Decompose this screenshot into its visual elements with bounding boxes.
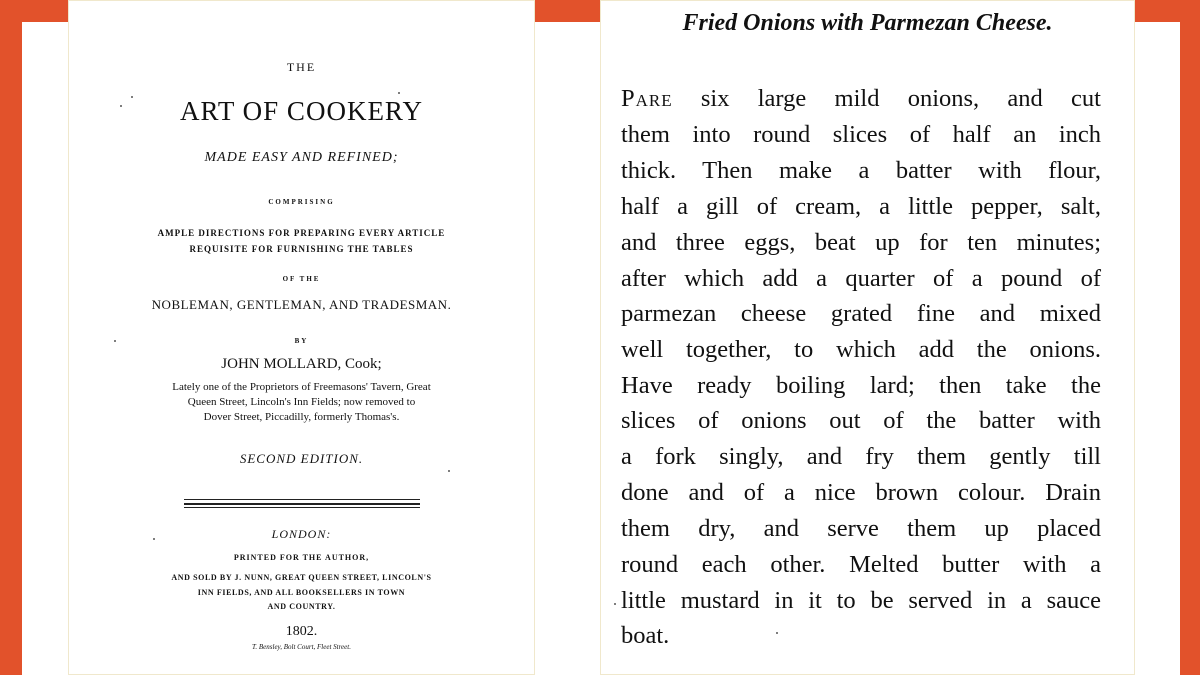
imprint-line-4: AND COUNTRY.: [267, 602, 336, 611]
scan-speck: [398, 92, 400, 94]
recipe-line: round each other. Melted butter with a: [621, 551, 1101, 578]
recipe-line: Have ready boiling lard; then take the: [621, 372, 1101, 399]
author-description-line-2: Queen Street, Lincoln's Inn Fields; now removed to: [187, 396, 416, 408]
of-the-label: OF THE: [282, 275, 321, 283]
scan-speck: [448, 470, 450, 472]
recipe-line: Pare six large mild onions, and cut: [621, 85, 1101, 112]
directions-line-2: REQUISITE FOR FURNISHING THE TABLES: [189, 244, 414, 254]
imprint-line-3: INN FIELDS, AND ALL BOOKSELLERS IN TOWN: [197, 588, 406, 597]
recipe-line: parmezan cheese grated fine and mixed: [621, 300, 1101, 327]
author-description-line-3: Dover Street, Piccadilly, formerly Thomas's.: [203, 411, 400, 423]
title-the: THE: [286, 60, 317, 74]
center-gap: [535, 22, 600, 675]
book-subtitle: MADE EASY AND REFINED;: [204, 150, 399, 165]
recipe-line: them into round slices of half an inch: [621, 121, 1101, 148]
recipe-line: them dry, and serve them up placed: [621, 515, 1101, 542]
scan-speck: [614, 603, 616, 605]
edition-label: SECOND EDITION.: [239, 451, 364, 466]
scan-speck: [120, 105, 122, 107]
recipe-line: half a gill of cream, a little pepper, salt,: [621, 193, 1101, 220]
scan-speck: [114, 340, 116, 342]
recipe-line: after which add a quarter of a pound of: [621, 265, 1101, 292]
comprising-label: COMPRISING: [268, 198, 335, 206]
scan-speck: [131, 96, 133, 98]
scan-speck: [153, 538, 155, 540]
scan-speck: [776, 632, 778, 634]
divider-rule-bottom: [184, 507, 420, 508]
recipe-line: well together, to which add the onions.: [621, 336, 1101, 363]
publication-year: 1802.: [285, 624, 318, 639]
imprint-line-1: PRINTED FOR THE AUTHOR,: [233, 553, 370, 562]
imprint-city: LONDON:: [271, 527, 332, 541]
book-title: ART OF COOKERY: [180, 96, 423, 126]
recipe-heading: Fried Onions with Parmezan Cheese.: [682, 10, 1053, 36]
author-description-line-1: Lately one of the Proprietors of Freemasons' Tavern, Great: [172, 381, 431, 393]
imprint-line-2: AND SOLD BY J. NUNN, GREAT QUEEN STREET, LINCOLN'S: [171, 573, 432, 582]
recipe-dropcap: Pare: [621, 85, 673, 112]
recipe-line: thick. Then make a batter with flour,: [621, 157, 1101, 184]
directions-line-1: AMPLE DIRECTIONS FOR PREPARING EVERY ARTICLE: [157, 228, 446, 238]
recipe-line: a fork singly, and fry them gently till: [621, 443, 1101, 470]
divider-rule-top: [184, 499, 420, 500]
by-label: BY: [294, 337, 309, 345]
author-name: JOHN MOLLARD, Cook;: [221, 356, 382, 372]
printer-credit: T. Bensley, Bolt Court, Fleet Street.: [252, 643, 351, 651]
recipe-line: little mustard in it to be served in a sauce: [621, 587, 1101, 614]
divider-rule-middle: [184, 503, 420, 505]
recipe-page-scan: [600, 0, 1135, 675]
title-page-scan: [68, 0, 535, 675]
recipe-line: slices of onions out of the batter with: [621, 407, 1101, 434]
recipe-line: done and of a nice brown colour. Drain: [621, 479, 1101, 506]
recipe-line: and three eggs, beat up for ten minutes;: [621, 229, 1101, 256]
recipe-line: boat.: [621, 622, 670, 649]
audience-line: NOBLEMAN, GENTLEMAN, AND TRADESMAN.: [151, 297, 452, 312]
